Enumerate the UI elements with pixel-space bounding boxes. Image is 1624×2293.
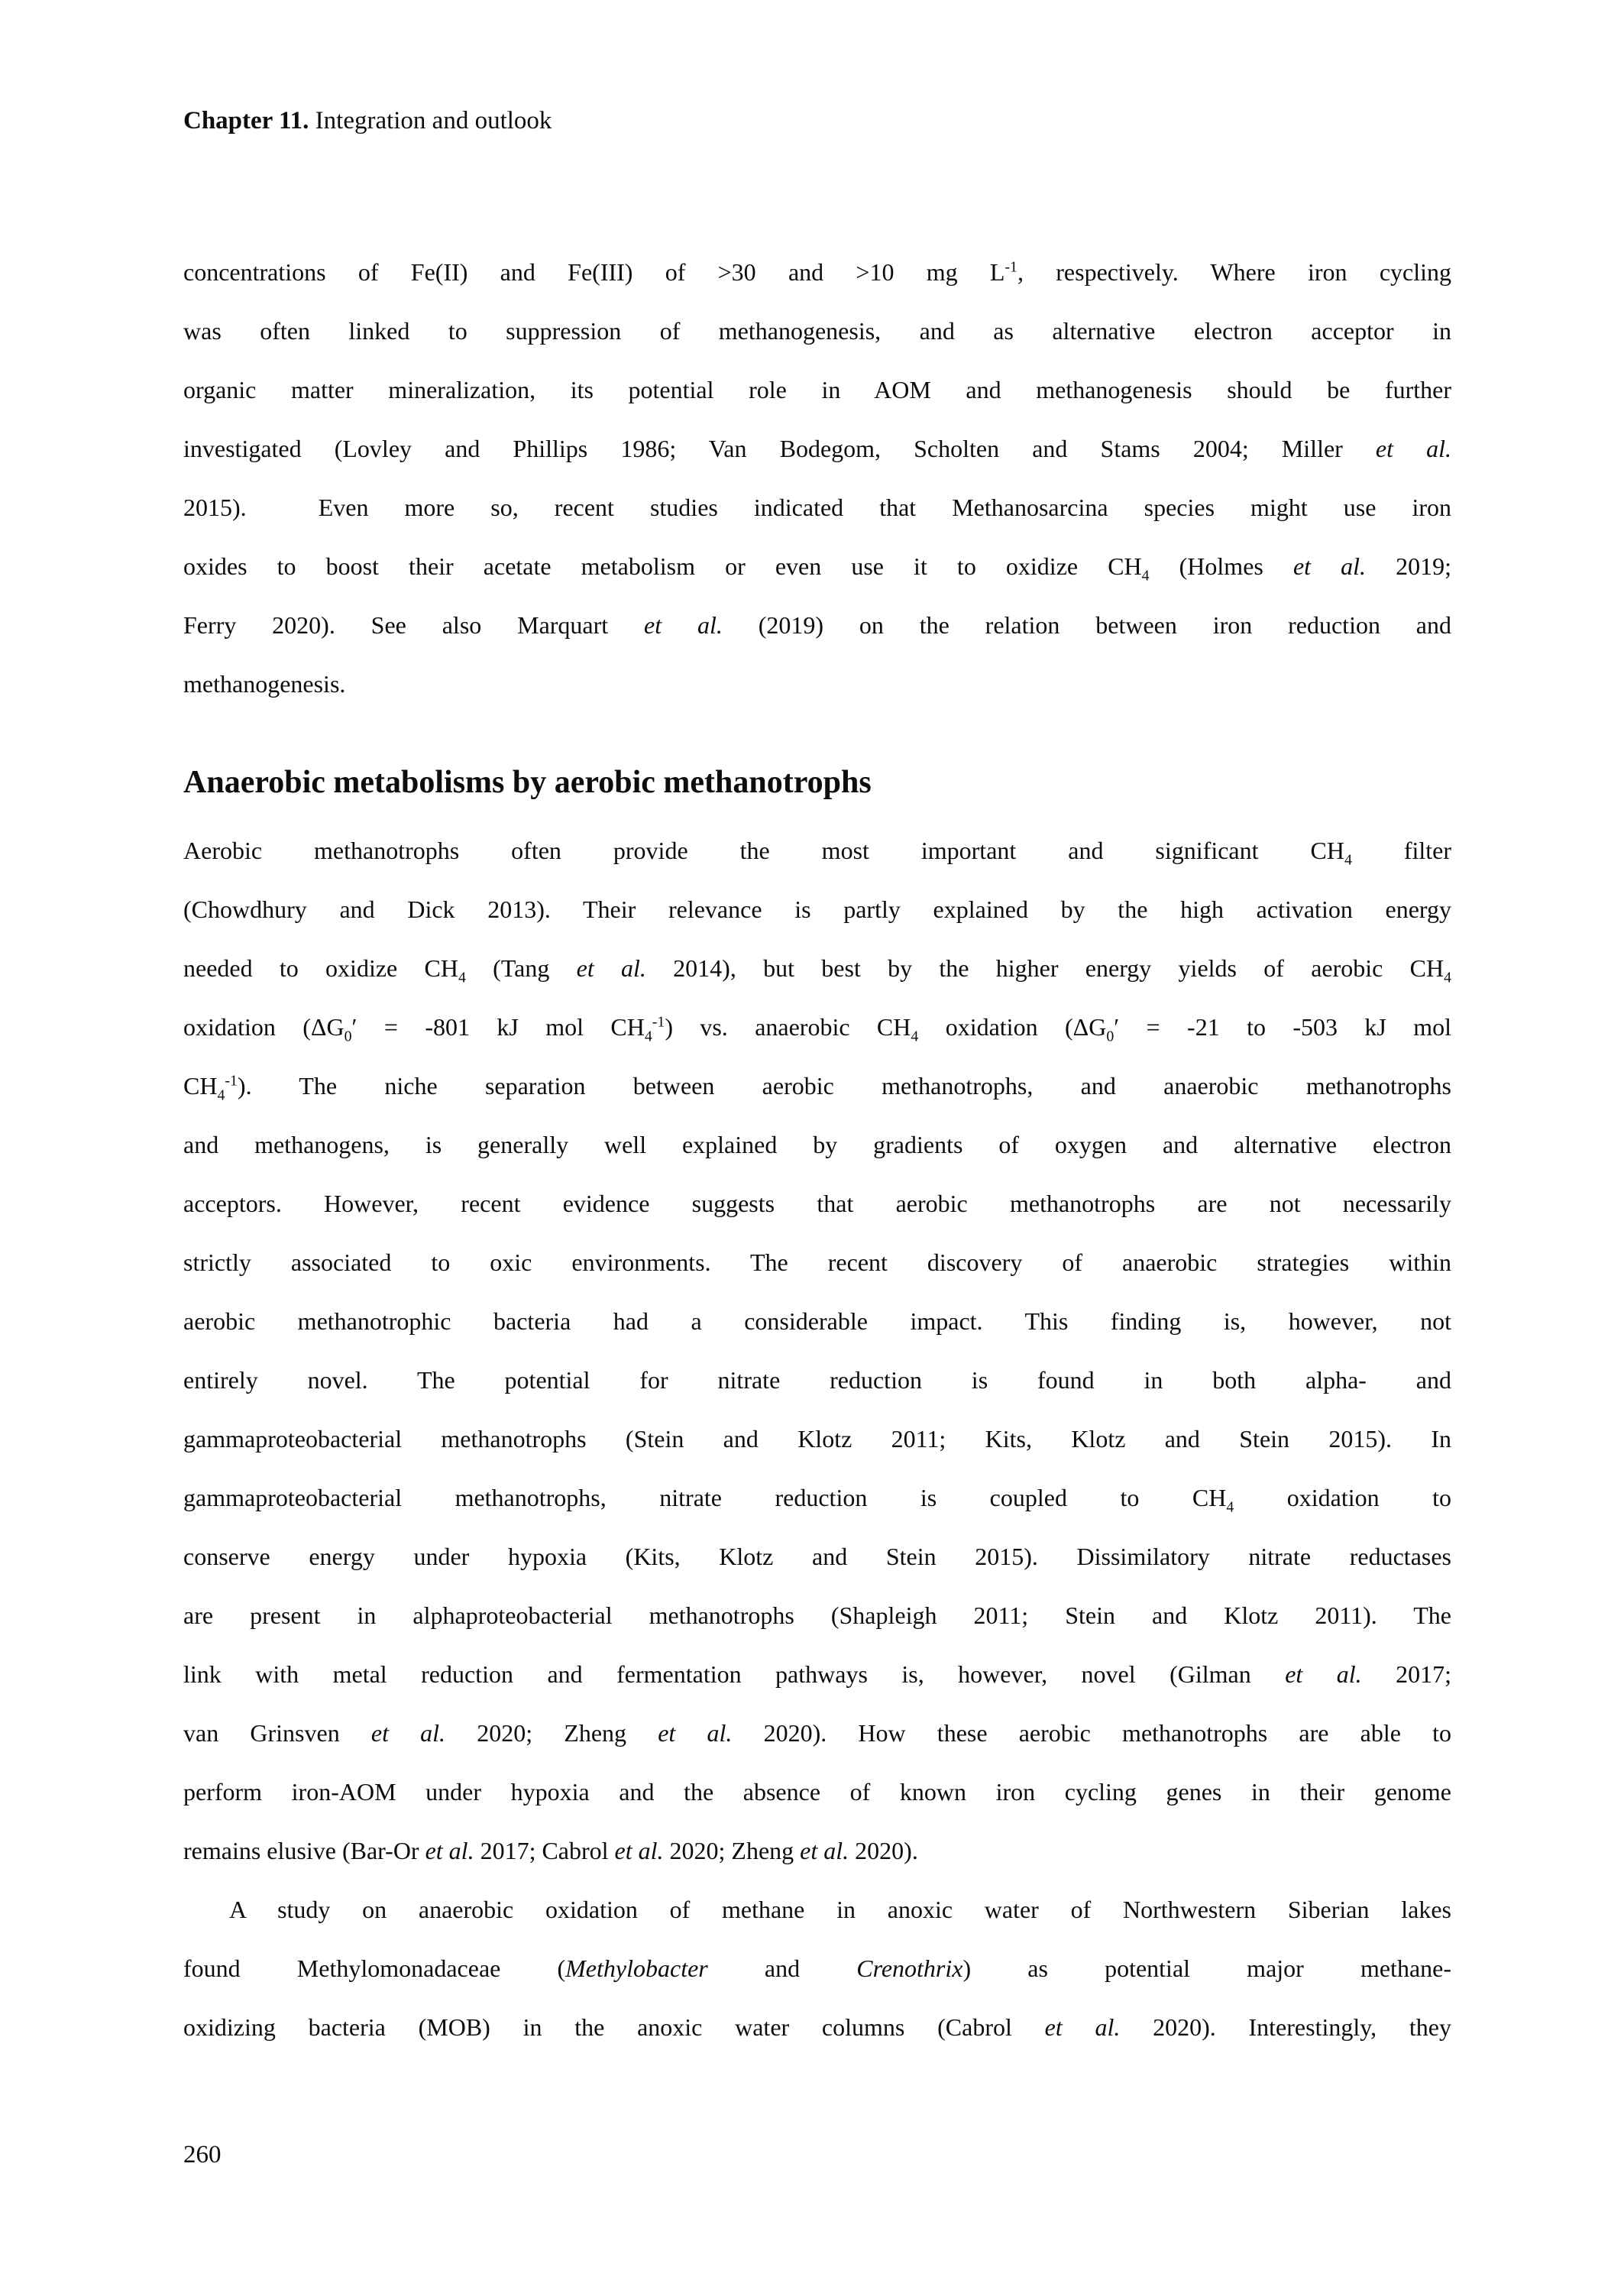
chapter-label: Chapter 11. [183, 107, 309, 134]
text-line: strictly associated to oxic environments. The recent discovery of anaerobic strategies within [183, 1249, 1451, 1276]
text-line: needed to oxidize $CH_4$ (Tang et al. 2014), but best by the higher energy yields of aerobic $CH_4$ [183, 954, 1451, 986]
running-header [183, 104, 552, 138]
text-line: gammaproteobacterial methanotrophs, nitrate reduction is coupled to $CH_4$ oxidation to [183, 1484, 1451, 1516]
text-line: remains elusive (Bar-Or et al. 2017; Cabrol et al. 2020; Zheng et al. 2020). [183, 1837, 918, 1864]
text-line: concentrations of Fe(II) and Fe(III) of >30 and >10 mg $L^{-1}$, respectively. Where iron cycling [183, 258, 1451, 286]
text-line: 2015). Even more so, recent studies indicated that Methanosarcina species might use iron [183, 494, 1451, 521]
text-line: link with metal reduction and fermentation pathways is, however, novel (Gilman et al. 2017; [183, 1660, 1451, 1688]
text-line: found Methylomonadaceae (Methylobacter and Crenothrix) as potential major methane- [183, 1955, 1451, 1982]
text-line: are present in alphaproteobacterial methanotrophs (Shapleigh 2011; Stein and Klotz 2011). The [183, 1602, 1451, 1629]
paragraph-siberian-lakes [183, 1880, 1451, 2057]
chapter-title: Integration and outlook [309, 107, 552, 134]
text-line: van Grinsven et al. 2020; Zheng et al. 2020). How these aerobic methanotrophs are able to [183, 1719, 1451, 1747]
text-line: entirely novel. The potential for nitrate reduction is found in both alpha- and [183, 1366, 1451, 1394]
paragraph-anaerobic-metabolisms [183, 821, 1451, 1880]
text-line: oxidizing bacteria (MOB) in the anoxic water columns (Cabrol et al. 2020). Interestingly, they [183, 2013, 1451, 2041]
text-line: gammaproteobacterial methanotrophs (Stein and Klotz 2011; Kits, Klotz and Stein 2015). In [183, 1425, 1451, 1453]
text-line: aerobic methanotrophic bacteria had a considerable impact. This finding is, however, not [183, 1307, 1451, 1335]
text-line: perform iron-AOM under hypoxia and the absence of known iron cycling genes in their genome [183, 1778, 1451, 1806]
text-line: oxides to boost their acetate metabolism or even use it to oxidize $CH_4$ (Holmes et al. 2019; [183, 552, 1451, 585]
section-heading: Anaerobic metabolisms by aerobic methanotrophs [183, 765, 872, 800]
text-line: investigated (Lovley and Phillips 1986; Van Bodegom, Scholten and Stams 2004; Miller et al. [183, 435, 1451, 462]
text-line: was often linked to suppression of methanogenesis, and as alternative electron acceptor in [183, 317, 1451, 345]
text-line: methanogenesis. [183, 670, 346, 698]
text-line: organic matter mineralization, its potential role in AOM and methanogenesis should be further [183, 376, 1451, 403]
text-line: Ferry 2020). See also Marquart et al. (2019) on the relation between iron reduction and [183, 611, 1451, 639]
text-line: acceptors. However, recent evidence suggests that aerobic methanotrophs are not necessarily [183, 1190, 1451, 1217]
paragraph-iron-cycling [183, 243, 1451, 714]
text-line: conserve energy under hypoxia (Kits, Klotz and Stein 2015). Dissimilatory nitrate reductases [183, 1543, 1451, 1570]
page-number: 260 [183, 2141, 222, 2168]
text-line: $CH_4^{-1}$). The niche separation between aerobic methanotrophs, and anaerobic methanotrophs [183, 1072, 1451, 1104]
text-line: (Chowdhury and Dick 2013). Their relevance is partly explained by the high activation energy [183, 896, 1451, 923]
text-line: and methanogens, is generally well explained by gradients of oxygen and alternative electron [183, 1131, 1451, 1158]
text-line: Aerobic methanotrophs often provide the most important and significant $CH_4$ filter [183, 837, 1451, 869]
text-line: oxidation ($\Delta G_0' = -801$ kJ mol $CH_4^{-1}$) vs. anaerobic $CH_4$ oxidation ($\Delta G_0' = -21$ to -503 kJ mol [183, 1013, 1451, 1045]
text-line: A study on anaerobic oxidation of methane in anoxic water of Northwestern Siberian lakes [229, 1896, 1451, 1923]
